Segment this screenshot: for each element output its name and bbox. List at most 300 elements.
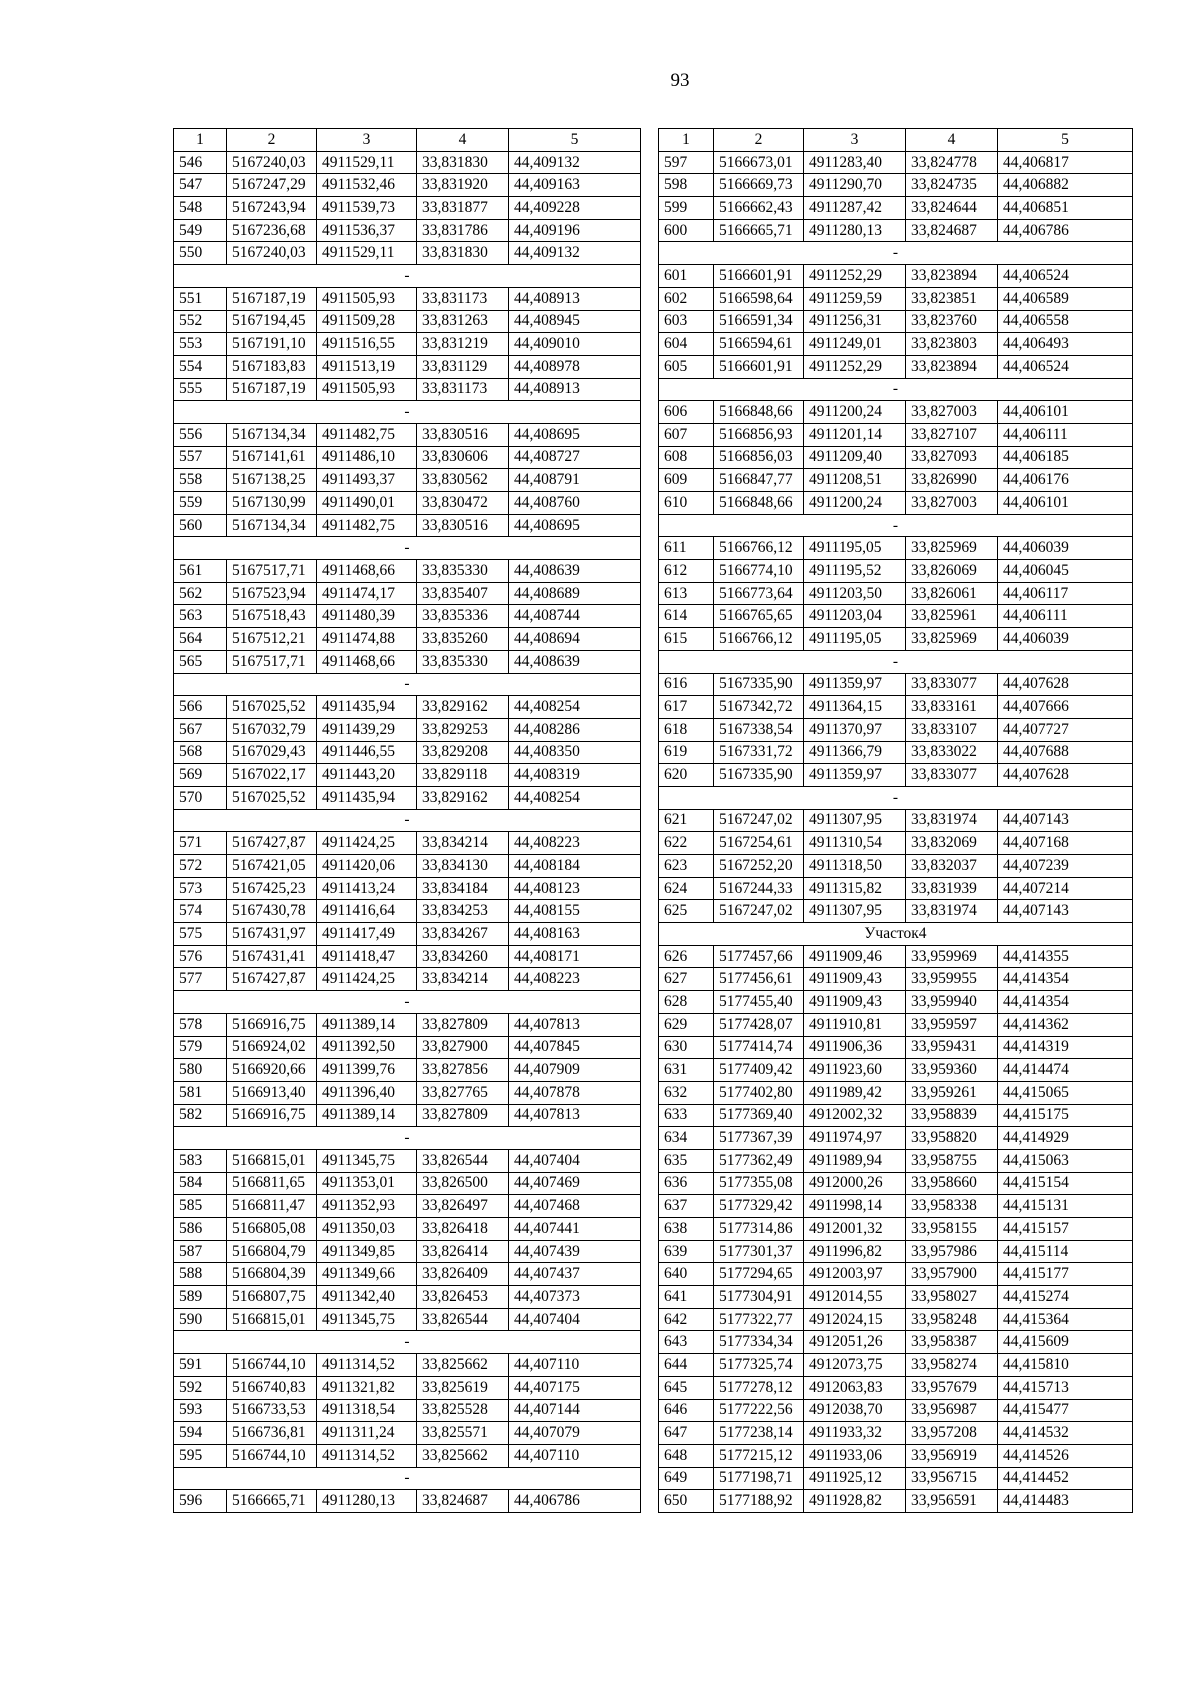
table-row — [659, 1036, 1133, 1059]
latitude-cell: 33,832069 — [906, 832, 998, 855]
point-number-cell: 563 — [174, 605, 227, 628]
y-coordinate-cell: 4911925,12 — [804, 1467, 906, 1490]
latitude-cell: 33,833077 — [906, 764, 998, 787]
point-number-cell: 562 — [174, 582, 227, 605]
y-coordinate-cell: 4911195,52 — [804, 560, 906, 583]
longitude-cell: 44,414354 — [998, 968, 1133, 991]
x-coordinate-cell: 5166805,08 — [227, 1218, 317, 1241]
table-row — [174, 832, 641, 855]
longitude-cell: 44,408184 — [509, 855, 641, 878]
table-row — [174, 741, 641, 764]
point-number-cell: 635 — [659, 1149, 714, 1172]
y-coordinate-cell: 4911389,14 — [317, 1013, 417, 1036]
y-coordinate-cell: 4911909,43 — [804, 968, 906, 991]
point-number-cell: 593 — [174, 1399, 227, 1422]
y-coordinate-cell: 4911290,70 — [804, 174, 906, 197]
x-coordinate-cell: 5167427,87 — [227, 968, 317, 991]
x-coordinate-cell: 5166815,01 — [227, 1308, 317, 1331]
point-number-cell: 549 — [174, 219, 227, 242]
longitude-cell: 44,408695 — [509, 514, 641, 537]
table-row — [174, 582, 641, 605]
x-coordinate-cell: 5177188,92 — [714, 1490, 804, 1513]
longitude-cell: 44,408254 — [509, 696, 641, 719]
point-number-cell: 650 — [659, 1490, 714, 1513]
latitude-cell: 33,827003 — [906, 401, 998, 424]
table-row — [659, 945, 1133, 968]
longitude-cell: 44,407441 — [509, 1218, 641, 1241]
table-row — [659, 1376, 1133, 1399]
header-cell: 3 — [804, 129, 906, 152]
latitude-cell: 33,823894 — [906, 265, 998, 288]
table-row — [659, 1149, 1133, 1172]
longitude-cell: 44,408254 — [509, 786, 641, 809]
longitude-cell: 44,409132 — [509, 151, 641, 174]
latitude-cell: 33,826500 — [417, 1172, 509, 1195]
table-row — [659, 628, 1133, 651]
latitude-cell: 33,834130 — [417, 855, 509, 878]
y-coordinate-cell: 4911195,05 — [804, 628, 906, 651]
coordinates-table-right — [658, 128, 1133, 1513]
latitude-cell: 33,826453 — [417, 1286, 509, 1309]
table-row — [659, 673, 1133, 696]
y-coordinate-cell: 4911505,93 — [317, 378, 417, 401]
longitude-cell: 44,414929 — [998, 1127, 1133, 1150]
table-row — [174, 174, 641, 197]
table-row — [659, 809, 1133, 832]
y-coordinate-cell: 4911353,01 — [317, 1172, 417, 1195]
table-row — [659, 401, 1133, 424]
table-row — [174, 333, 641, 356]
point-number-cell: 604 — [659, 333, 714, 356]
longitude-cell: 44,407628 — [998, 673, 1133, 696]
y-coordinate-cell: 4911536,37 — [317, 219, 417, 242]
table-header-row — [174, 129, 641, 152]
header-cell: 2 — [714, 129, 804, 152]
x-coordinate-cell: 5166774,10 — [714, 560, 804, 583]
latitude-cell: 33,825961 — [906, 605, 998, 628]
x-coordinate-cell: 5177414,74 — [714, 1036, 804, 1059]
table-row — [174, 605, 641, 628]
x-coordinate-cell: 5167247,02 — [714, 900, 804, 923]
point-number-cell: 601 — [659, 265, 714, 288]
point-number-cell: 614 — [659, 605, 714, 628]
latitude-cell: 33,831920 — [417, 174, 509, 197]
table-row — [659, 333, 1133, 356]
y-coordinate-cell: 4912001,32 — [804, 1218, 906, 1241]
longitude-cell: 44,406524 — [998, 265, 1133, 288]
table-row — [174, 1399, 641, 1422]
latitude-cell: 33,826544 — [417, 1308, 509, 1331]
y-coordinate-cell: 4911203,50 — [804, 582, 906, 605]
longitude-cell: 44,406039 — [998, 537, 1133, 560]
point-number-cell: 576 — [174, 945, 227, 968]
longitude-cell: 44,408913 — [509, 287, 641, 310]
x-coordinate-cell: 5166744,10 — [227, 1444, 317, 1467]
x-coordinate-cell: 5177322,77 — [714, 1308, 804, 1331]
latitude-cell: 33,827809 — [417, 1013, 509, 1036]
y-coordinate-cell: 4911480,39 — [317, 605, 417, 628]
latitude-cell: 33,959955 — [906, 968, 998, 991]
longitude-cell: 44,415157 — [998, 1218, 1133, 1241]
longitude-cell: 44,406786 — [509, 1490, 641, 1513]
longitude-cell: 44,408123 — [509, 877, 641, 900]
y-coordinate-cell: 4911392,50 — [317, 1036, 417, 1059]
latitude-cell: 33,831219 — [417, 333, 509, 356]
longitude-cell: 44,407628 — [998, 764, 1133, 787]
latitude-cell: 33,957208 — [906, 1422, 998, 1445]
table-row — [174, 1490, 641, 1513]
latitude-cell: 33,824778 — [906, 151, 998, 174]
y-coordinate-cell: 4912073,75 — [804, 1354, 906, 1377]
latitude-cell: 33,958820 — [906, 1127, 998, 1150]
point-number-cell: 640 — [659, 1263, 714, 1286]
x-coordinate-cell: 5177402,80 — [714, 1081, 804, 1104]
y-coordinate-cell: 4911318,54 — [317, 1399, 417, 1422]
latitude-cell: 33,831939 — [906, 877, 998, 900]
y-coordinate-cell: 4911996,82 — [804, 1240, 906, 1263]
longitude-cell: 44,408286 — [509, 718, 641, 741]
latitude-cell: 33,825662 — [417, 1354, 509, 1377]
latitude-cell: 33,959940 — [906, 991, 998, 1014]
point-number-cell: 579 — [174, 1036, 227, 1059]
separator-row — [659, 378, 1133, 401]
table-row — [659, 174, 1133, 197]
longitude-cell: 44,414452 — [998, 1467, 1133, 1490]
table-row — [174, 900, 641, 923]
x-coordinate-cell: 5177314,86 — [714, 1218, 804, 1241]
longitude-cell: 44,406039 — [998, 628, 1133, 651]
latitude-cell: 33,957900 — [906, 1263, 998, 1286]
point-number-cell: 629 — [659, 1013, 714, 1036]
longitude-cell: 44,408978 — [509, 355, 641, 378]
x-coordinate-cell: 5166807,75 — [227, 1286, 317, 1309]
table-row — [659, 1354, 1133, 1377]
longitude-cell: 44,407373 — [509, 1286, 641, 1309]
longitude-cell: 44,406117 — [998, 582, 1133, 605]
longitude-cell: 44,406101 — [998, 401, 1133, 424]
x-coordinate-cell: 5166916,75 — [227, 1104, 317, 1127]
y-coordinate-cell: 4911252,29 — [804, 355, 906, 378]
latitude-cell: 33,834253 — [417, 900, 509, 923]
longitude-cell: 44,407666 — [998, 696, 1133, 719]
y-coordinate-cell: 4911989,94 — [804, 1149, 906, 1172]
table-row — [174, 1376, 641, 1399]
longitude-cell: 44,414483 — [998, 1490, 1133, 1513]
coordinates-table-left — [173, 128, 641, 1513]
table-row — [659, 310, 1133, 333]
x-coordinate-cell: 5177409,42 — [714, 1059, 804, 1082]
point-number-cell: 588 — [174, 1263, 227, 1286]
table-row — [174, 1195, 641, 1218]
separator-cell: - — [174, 265, 641, 288]
latitude-cell: 33,958248 — [906, 1308, 998, 1331]
point-number-cell: 626 — [659, 945, 714, 968]
latitude-cell: 33,835330 — [417, 560, 509, 583]
table-row — [659, 1422, 1133, 1445]
point-number-cell: 565 — [174, 650, 227, 673]
x-coordinate-cell: 5167134,34 — [227, 514, 317, 537]
y-coordinate-cell: 4911446,55 — [317, 741, 417, 764]
x-coordinate-cell: 5177455,40 — [714, 991, 804, 1014]
longitude-cell: 44,407469 — [509, 1172, 641, 1195]
point-number-cell: 584 — [174, 1172, 227, 1195]
x-coordinate-cell: 5177238,14 — [714, 1422, 804, 1445]
separator-row — [174, 1127, 641, 1150]
y-coordinate-cell: 4911468,66 — [317, 650, 417, 673]
x-coordinate-cell: 5166766,12 — [714, 628, 804, 651]
longitude-cell: 44,406817 — [998, 151, 1133, 174]
point-number-cell: 617 — [659, 696, 714, 719]
x-coordinate-cell: 5166804,39 — [227, 1263, 317, 1286]
table-row — [659, 492, 1133, 515]
longitude-cell: 44,415114 — [998, 1240, 1133, 1263]
latitude-cell: 33,826409 — [417, 1263, 509, 1286]
point-number-cell: 573 — [174, 877, 227, 900]
latitude-cell: 33,831786 — [417, 219, 509, 242]
y-coordinate-cell: 4911345,75 — [317, 1149, 417, 1172]
x-coordinate-cell: 5166744,10 — [227, 1354, 317, 1377]
point-number-cell: 606 — [659, 401, 714, 424]
table-row — [659, 764, 1133, 787]
point-number-cell: 560 — [174, 514, 227, 537]
longitude-cell: 44,406101 — [998, 492, 1133, 515]
x-coordinate-cell: 5177367,39 — [714, 1127, 804, 1150]
separator-cell: - — [659, 650, 1133, 673]
latitude-cell: 33,827107 — [906, 423, 998, 446]
y-coordinate-cell: 4911359,97 — [804, 764, 906, 787]
table-row — [659, 537, 1133, 560]
separator-row — [659, 650, 1133, 673]
latitude-cell: 33,956987 — [906, 1399, 998, 1422]
y-coordinate-cell: 4911256,31 — [804, 310, 906, 333]
latitude-cell: 33,830606 — [417, 446, 509, 469]
y-coordinate-cell: 4911318,50 — [804, 855, 906, 878]
table-row — [174, 650, 641, 673]
y-coordinate-cell: 4911349,66 — [317, 1263, 417, 1286]
separator-cell: - — [659, 786, 1133, 809]
table-row — [659, 1444, 1133, 1467]
latitude-cell: 33,831974 — [906, 809, 998, 832]
x-coordinate-cell: 5166665,71 — [714, 219, 804, 242]
x-coordinate-cell: 5166913,40 — [227, 1081, 317, 1104]
longitude-cell: 44,408223 — [509, 832, 641, 855]
point-number-cell: 637 — [659, 1195, 714, 1218]
longitude-cell: 44,406882 — [998, 174, 1133, 197]
point-number-cell: 619 — [659, 741, 714, 764]
latitude-cell: 33,957679 — [906, 1376, 998, 1399]
x-coordinate-cell: 5167254,61 — [714, 832, 804, 855]
y-coordinate-cell: 4911529,11 — [317, 242, 417, 265]
point-number-cell: 600 — [659, 219, 714, 242]
latitude-cell: 33,831974 — [906, 900, 998, 923]
latitude-cell: 33,829208 — [417, 741, 509, 764]
separator-row — [174, 401, 641, 424]
longitude-cell: 44,408319 — [509, 764, 641, 787]
latitude-cell: 33,827093 — [906, 446, 998, 469]
point-number-cell: 630 — [659, 1036, 714, 1059]
point-number-cell: 646 — [659, 1399, 714, 1422]
longitude-cell: 44,407439 — [509, 1240, 641, 1263]
x-coordinate-cell: 5167335,90 — [714, 673, 804, 696]
table-row — [174, 242, 641, 265]
table-row — [659, 1286, 1133, 1309]
longitude-cell: 44,414354 — [998, 991, 1133, 1014]
y-coordinate-cell: 4911310,54 — [804, 832, 906, 855]
latitude-cell: 33,835260 — [417, 628, 509, 651]
separator-cell: - — [174, 1331, 641, 1354]
y-coordinate-cell: 4911280,13 — [317, 1490, 417, 1513]
y-coordinate-cell: 4911370,97 — [804, 718, 906, 741]
table-row — [174, 1286, 641, 1309]
longitude-cell: 44,409196 — [509, 219, 641, 242]
table-row — [659, 469, 1133, 492]
x-coordinate-cell: 5167338,54 — [714, 718, 804, 741]
x-coordinate-cell: 5166765,65 — [714, 605, 804, 628]
longitude-cell: 44,408155 — [509, 900, 641, 923]
header-cell: 5 — [509, 129, 641, 152]
point-number-cell: 550 — [174, 242, 227, 265]
x-coordinate-cell: 5166924,02 — [227, 1036, 317, 1059]
latitude-cell: 33,834214 — [417, 968, 509, 991]
x-coordinate-cell: 5167427,87 — [227, 832, 317, 855]
x-coordinate-cell: 5166856,03 — [714, 446, 804, 469]
y-coordinate-cell: 4911516,55 — [317, 333, 417, 356]
x-coordinate-cell: 5177325,74 — [714, 1354, 804, 1377]
longitude-cell: 44,406524 — [998, 355, 1133, 378]
longitude-cell: 44,407727 — [998, 718, 1133, 741]
latitude-cell: 33,958338 — [906, 1195, 998, 1218]
separator-row — [174, 1467, 641, 1490]
y-coordinate-cell: 4911928,82 — [804, 1490, 906, 1513]
separator-row — [174, 809, 641, 832]
x-coordinate-cell: 5166673,01 — [714, 151, 804, 174]
table-row — [659, 219, 1133, 242]
latitude-cell: 33,959261 — [906, 1081, 998, 1104]
longitude-cell: 44,407143 — [998, 809, 1133, 832]
x-coordinate-cell: 5166598,64 — [714, 287, 804, 310]
latitude-cell: 33,834260 — [417, 945, 509, 968]
longitude-cell: 44,406558 — [998, 310, 1133, 333]
point-number-cell: 591 — [174, 1354, 227, 1377]
point-number-cell: 643 — [659, 1331, 714, 1354]
latitude-cell: 33,959431 — [906, 1036, 998, 1059]
x-coordinate-cell: 5166601,91 — [714, 265, 804, 288]
y-coordinate-cell: 4911909,46 — [804, 945, 906, 968]
x-coordinate-cell: 5167431,41 — [227, 945, 317, 968]
latitude-cell: 33,824735 — [906, 174, 998, 197]
longitude-cell: 44,409163 — [509, 174, 641, 197]
table-row — [174, 1354, 641, 1377]
header-cell: 4 — [417, 129, 509, 152]
latitude-cell: 33,833107 — [906, 718, 998, 741]
x-coordinate-cell: 5167512,21 — [227, 628, 317, 651]
point-number-cell: 590 — [174, 1308, 227, 1331]
longitude-cell: 44,407845 — [509, 1036, 641, 1059]
x-coordinate-cell: 5166811,65 — [227, 1172, 317, 1195]
point-number-cell: 644 — [659, 1354, 714, 1377]
longitude-cell: 44,407079 — [509, 1422, 641, 1445]
header-cell: 2 — [227, 129, 317, 152]
y-coordinate-cell: 4911345,75 — [317, 1308, 417, 1331]
point-number-cell: 634 — [659, 1127, 714, 1150]
separator-row — [174, 537, 641, 560]
longitude-cell: 44,406176 — [998, 469, 1133, 492]
x-coordinate-cell: 5177222,56 — [714, 1399, 804, 1422]
y-coordinate-cell: 4911418,47 — [317, 945, 417, 968]
x-coordinate-cell: 5167243,94 — [227, 197, 317, 220]
x-coordinate-cell: 5167247,29 — [227, 174, 317, 197]
point-number-cell: 552 — [174, 310, 227, 333]
y-coordinate-cell: 4911208,51 — [804, 469, 906, 492]
y-coordinate-cell: 4911359,97 — [804, 673, 906, 696]
y-coordinate-cell: 4911923,60 — [804, 1059, 906, 1082]
y-coordinate-cell: 4911364,15 — [804, 696, 906, 719]
latitude-cell: 33,823803 — [906, 333, 998, 356]
separator-row — [659, 514, 1133, 537]
x-coordinate-cell: 5166856,93 — [714, 423, 804, 446]
y-coordinate-cell: 4912051,26 — [804, 1331, 906, 1354]
longitude-cell: 44,415154 — [998, 1172, 1133, 1195]
x-coordinate-cell: 5167240,03 — [227, 242, 317, 265]
separator-row — [174, 265, 641, 288]
x-coordinate-cell: 5167431,97 — [227, 923, 317, 946]
table-row — [659, 423, 1133, 446]
header-cell: 1 — [659, 129, 714, 152]
table-row — [659, 696, 1133, 719]
y-coordinate-cell: 4911909,43 — [804, 991, 906, 1014]
y-coordinate-cell: 4912000,26 — [804, 1172, 906, 1195]
latitude-cell: 33,824687 — [906, 219, 998, 242]
y-coordinate-cell: 4911910,81 — [804, 1013, 906, 1036]
y-coordinate-cell: 4911389,14 — [317, 1104, 417, 1127]
point-number-cell: 618 — [659, 718, 714, 741]
latitude-cell: 33,835330 — [417, 650, 509, 673]
x-coordinate-cell: 5167247,02 — [714, 809, 804, 832]
table-row — [659, 1490, 1133, 1513]
point-number-cell: 568 — [174, 741, 227, 764]
table-row — [174, 1081, 641, 1104]
latitude-cell: 33,826990 — [906, 469, 998, 492]
x-coordinate-cell: 5166848,66 — [714, 401, 804, 424]
latitude-cell: 33,830516 — [417, 423, 509, 446]
table-row — [174, 219, 641, 242]
y-coordinate-cell: 4912014,55 — [804, 1286, 906, 1309]
latitude-cell: 33,834267 — [417, 923, 509, 946]
y-coordinate-cell: 4911311,24 — [317, 1422, 417, 1445]
y-coordinate-cell: 4911490,01 — [317, 492, 417, 515]
latitude-cell: 33,829162 — [417, 786, 509, 809]
table-row — [174, 1308, 641, 1331]
longitude-cell: 44,406045 — [998, 560, 1133, 583]
latitude-cell: 33,826069 — [906, 560, 998, 583]
longitude-cell: 44,406851 — [998, 197, 1133, 220]
latitude-cell: 33,824687 — [417, 1490, 509, 1513]
longitude-cell: 44,408639 — [509, 560, 641, 583]
longitude-cell: 44,407168 — [998, 832, 1133, 855]
y-coordinate-cell: 4911314,52 — [317, 1444, 417, 1467]
table-row — [174, 968, 641, 991]
latitude-cell: 33,826544 — [417, 1149, 509, 1172]
point-number-cell: 594 — [174, 1422, 227, 1445]
y-coordinate-cell: 4911201,14 — [804, 423, 906, 446]
table-row — [174, 1104, 641, 1127]
y-coordinate-cell: 4911529,11 — [317, 151, 417, 174]
y-coordinate-cell: 4911439,29 — [317, 718, 417, 741]
x-coordinate-cell: 5167029,43 — [227, 741, 317, 764]
point-number-cell: 608 — [659, 446, 714, 469]
longitude-cell: 44,406493 — [998, 333, 1133, 356]
table-row — [174, 923, 641, 946]
